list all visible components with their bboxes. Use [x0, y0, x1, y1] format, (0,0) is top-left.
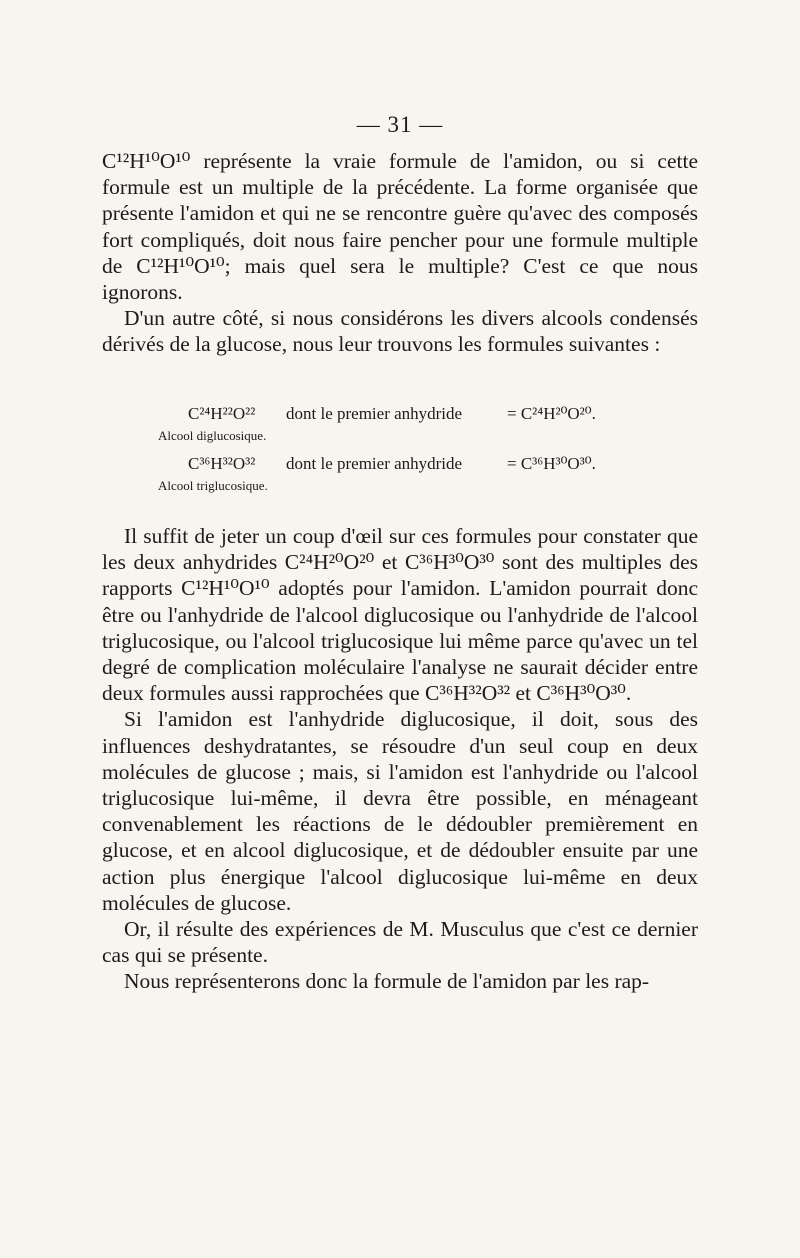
paragraph-1: C¹²H¹⁰O¹⁰ représente la vraie formule de l'amidon, ou si cette formule est un multiple de la précédente. La forme organisée que présente l'amidon et qui ne se rencontre guère qu'avec des composés fort compliqués, doit nous faire pencher pour une formule multiple de C¹²H¹⁰O¹⁰; mais quel sera le multiple? C'est ce que nous ignorons.: [102, 149, 698, 305]
page-number: — 31 —: [356, 112, 444, 137]
paragraph-block-2: [102, 523, 698, 995]
paragraph-block-1: [102, 148, 698, 358]
paragraph-2: D'un autre côté, si nous considérons les divers alcools condensés dérivés de la glucose, nous leur trouvons les formules suivantes :: [102, 306, 698, 357]
formula-label: Alcool triglucosique.: [158, 478, 268, 493]
formula-table: [150, 404, 650, 504]
paragraph-3: Il suffit de jeter un coup d'œil sur ces formules pour constater que les deux anhydrides C²⁴H²⁰O²⁰ et C³⁶H³⁰O³⁰ sont des multiples des rapports C¹²H¹⁰O¹⁰ adoptés pour l'amidon. L'amidon pourrait donc être ou l'anhydride de l'alcool diglucosique ou l'anhydride de l'alcool triglucosique, ou l'alcool triglucosique lui même parce qu'avec un tel degré de complication moléculaire l'analyse ne saurait décider entre deux formules aussi rapprochées que C³⁶H³²O³² et C³⁶H³⁰O³⁰.: [102, 524, 698, 706]
paragraph-6: Nous représenterons donc la formule de l'amidon par les rap-: [124, 969, 650, 994]
formula-alcohol: C³⁶H³²O³²: [188, 454, 256, 473]
formula-description: dont le premier anhydride: [286, 454, 463, 473]
formula-label: Alcool diglucosique.: [158, 428, 267, 443]
paragraph-4: Si l'amidon est l'anhydride diglucosique, il doit, sous des influences deshydratantes, se résoudre d'un seul coup en deux molécules de glucose ; mais, si l'amidon est l'anhydride ou l'alcool triglucosique lui-même, il devra être possible, en ménageant convenablement les réactions de le dédoubler premièrement en glucose, et en alcool diglucosique, et de dédoubler ensuite par une action plus énergique l'alcool diglucosique lui-même en deux molécules de glucose.: [102, 707, 698, 915]
formula-row-diglucosique: [150, 404, 650, 454]
formula-description: dont le premier anhydride: [286, 404, 463, 423]
formula-anhydride: = C²⁴H²⁰O²⁰.: [507, 404, 596, 423]
paragraph-5: Or, il résulte des expériences de M. Musculus que c'est ce dernier cas qui se présente.: [102, 917, 698, 968]
formula-alcohol: C²⁴H²²O²²: [188, 404, 256, 423]
formula-row-triglucosique: [150, 454, 650, 504]
formula-anhydride: = C³⁶H³⁰O³⁰.: [507, 454, 596, 473]
